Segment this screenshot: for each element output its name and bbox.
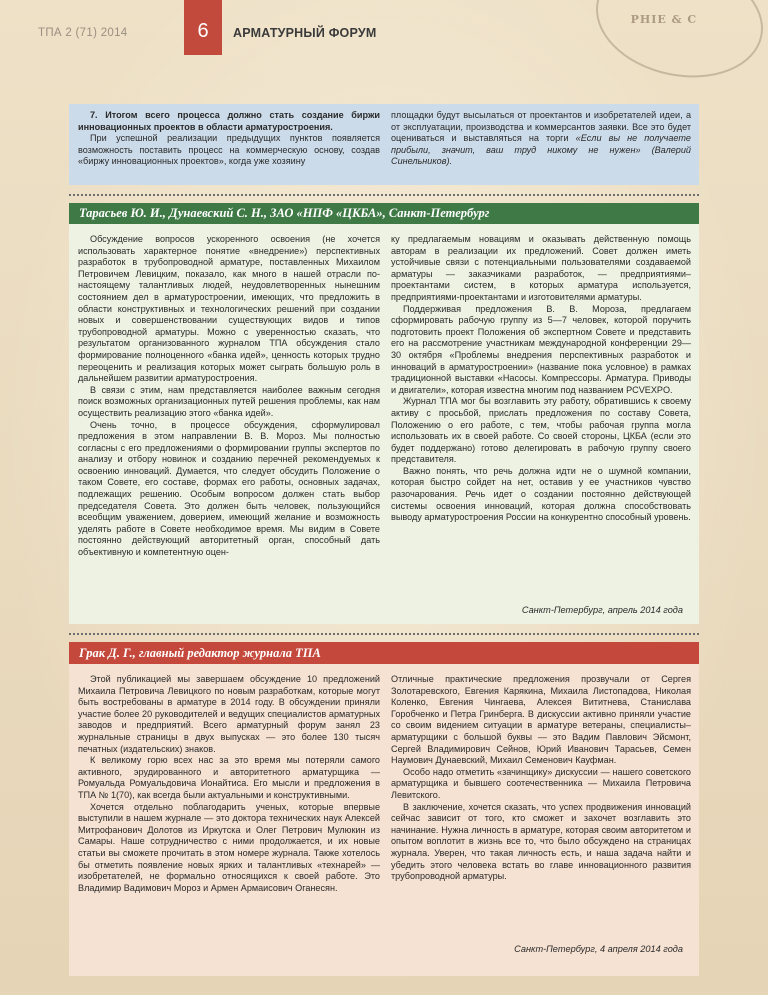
paragraph: К великому горю всех нас за это время мы потеряли самого активного, эрудированного и авторитетного арматурщика — Ромуальда Ромуальдовича Ионайтиса. Его мысли и предложения в ТПА № 1(70), как всегда были актуальными и конструктивными.	[78, 755, 380, 800]
paragraph: Журнал ТПА мог бы возглавить эту работу, обратившись к своему активу с просьбой, прислать предложения по составу Совета, Положению о его работе, с тем, чтобы рабочая группа могла использовать их в своей работе. Со своей стороны, ЦКБА (если это будет поддержано) готово делегировать в рабочую группу своего представителя.	[391, 396, 691, 465]
paragraph: Хочется отдельно поблагодарить ученых, которые впервые выступили в нашем журнале — это доктора технических наук Алексей Митрофанович Долотов из Иркутска и Олег Петрович Мулюкин из Самары. Наше сотрудничество с ними продолжается, и их новые статьи вы сможете прочитать в этом номере журнала. Также хотелось бы отметить появление новых ярких и талантливых «технарей» — изобретателей, не формально относящихся к своей работе. Это Владимир Вадимович Мороз и Армен Армаисович Оганесян.	[78, 801, 380, 893]
section-title: АРМАТУРНЫЙ ФОРУМ	[233, 26, 377, 40]
intro-left-text: При успешной реализации предыдущих пунктов появляется возможность поставить процесс на коммерческую основу, создав «биржу инновационных проектов», когда уже хозяину	[78, 133, 380, 167]
paragraph: Обсуждение вопросов ускоренного освоения (не хочется использовать характерное понятие «внедрение») перспективных разработок в трубопроводной арматуре, поставленных Михаилом Петровичем Левицким, показало, как много в нашей отрасли по-настоящему талантливых людей, неудовлетворенных нынешним состоянием дел в арматуростроении, имеющих, что предложить в области конструктивных и технологических решений при создании новых и совершенствовании существующих видов и типов трубопроводной арматуры. Можно с уверенностью сказать, что результатом организованного журналом ТПА обсуждения стало формирование полноценного «банка идей», ценность которых трудно переоценить и реализация которых может сыграть большую роль в дальнейшем развитии арматуростроения.	[78, 234, 380, 384]
section2-left-column	[78, 674, 380, 894]
paragraph: Очень точно, в процессе обсуждения, сформулировал предложения в этом направлении В. В. Мороз. Мы полностью согласны с его предложениями о формировании группы экспертов по анализу и отбору новинок и созданию перечней рекомендуемых к освоению инноваций. Думается, что следует обсудить Положение о таком Совете, его составе, формах его работы, основных задачах, подлежащих решению. Особым вопросом должен стать выбор председателя Совета. Это должен быть человек, пользующийся всеобщим уважением, доверием, имеющий желание и возможность уделять работе в Совете необходимое время. Мы видим в Совете постоянно действующий авторитетный орган, способный дать объективную и компетентную оцен-	[78, 419, 380, 558]
issue-label: ТПА 2 (71) 2014	[38, 27, 128, 39]
section2-signature: Санкт-Петербург, 4 апреля 2014 года	[514, 944, 683, 954]
section1-right-column	[391, 234, 691, 524]
section1-left-column	[78, 234, 380, 559]
paragraph: Этой публикацией мы завершаем обсуждение 10 предложений Михаила Петровича Левицкого по новым разработкам, которые могут быть востребованы в арматуре в 2014 году. В обсуждении приняли участие более 20 руководителей и ведущих специалистов арматурных заводов и предприятий. Всего арматурный форум занял 23 журнальные страницы в двух выпусках — это более 130 тысяч печатных (издательских) знаков.	[78, 674, 380, 754]
intro-quote: «Если вы не получаете прибыли, значит, ваш труд никому не нужен» (Валерий Синельников).	[391, 133, 691, 167]
intro-right-text: площадки будут высылаться от проектантов и изобретателей идеи, а от эксплуатации, производства и коммерсантов заявки. Все это будет оцениваться и выставляться на торги	[391, 110, 691, 144]
intro-right-column	[391, 110, 691, 168]
section1-signature: Санкт-Петербург, апрель 2014 года	[521, 605, 683, 615]
section2-title: Грак Д. Г., главный редактор журнала ТПА	[79, 646, 321, 660]
paragraph: Важно понять, что речь должна идти не о шумной компании, которая быстро сойдет на нет, оставив у ее участников чувство разочарования. Речь идет о создании постоянно действующей системы освоения инноваций, которая должна способствовать выводу арматуростроения России на конкурентно способный уровень.	[391, 465, 691, 523]
postmark-stamp	[585, 0, 768, 92]
stamp-text: PHIE & C	[630, 12, 698, 26]
page-number: 6	[184, 0, 222, 55]
paragraph: В связи с этим, нам представляется наиболее важным сегодня поиск возможных организационных путей решения проблемы, как нам осуществить реализацию этого «банка идей».	[78, 384, 380, 418]
section1-title: Тарасьев Ю. И., Дунаевский С. Н., ЗАО «НПФ «ЦКБА», Санкт-Петербург	[79, 206, 490, 220]
divider	[69, 633, 699, 635]
divider	[69, 194, 699, 196]
paragraph: Отличные практические предложения прозвучали от Сергея Золотаревского, Евгения Карякина, Михаила Листопадова, Николая Коленко, Евгения Чингаева, Алексея Вититнева, Станислава Горобченко и Петра Гринберга. В дискуссии активно приняли участие со своим видением ситуации в арматуре ветераны, специалисты–арматурщики с большой буквы — это Вадим Павлович Эйсмонт, Сергей Владимирович Сейнов, Юрий Иванович Тарасьев, Семен Наумович Дунаевский, Михаил Семенович Кауфман.	[391, 674, 691, 766]
paragraph: Поддерживая предложения В. В. Мороза, предлагаем сформировать рабочую группу из 5—7 человек, которой поручить подготовить проект Положения об экспертном Совете и представить его на рассмотрение участникам международной конференции 29—30 октября «Проблемы внедрения перспективных разработок и инноваций в арматуростроении» (название пока условное) в рамках традиционной выставки «Насосы. Компрессоры. Арматура. Приводы и двигатели», которая известна многим под названием PCVEXPO.	[391, 303, 691, 395]
section2-title-bar	[69, 642, 699, 664]
intro-left-column	[78, 110, 380, 168]
intro-heading: 7. Итогом всего процесса должно стать создание биржи инновационных проектов в области арматуростроения.	[78, 110, 380, 132]
section2-right-column	[391, 674, 691, 883]
paragraph: ку предлагаемым новациям и оказывать действенную помощь авторам в реализации их предложений. Совет должен иметь устойчивые связи с потенциальными пользователями создаваемой арматуры — заказчиками разработок, — предприятиями–проектантами систем, в которых арматура используется, предприятиями-проектантами и изготовителями арматуры.	[391, 234, 691, 302]
paragraph: В заключение, хочется сказать, что успех продвижения инноваций сейчас зависит от того, кто сможет и захочет возглавить это начинание. Нужна личность в арматуре, которая своим авторитетом и опытом воплотит в жизнь все то, что было обсуждено на страницах журнала. Уверен, что такая личность есть, и наша задача найти и убедить этого человека встать во главе инновационного развития трубопроводной арматуры.	[391, 801, 691, 882]
paragraph: Особо надо отметить «зачинщику» дискуссии — нашего советского арматурщика и бывшего соотечественника — Михаила Петровича Левитского.	[391, 766, 691, 800]
section1-title-bar	[69, 203, 699, 224]
